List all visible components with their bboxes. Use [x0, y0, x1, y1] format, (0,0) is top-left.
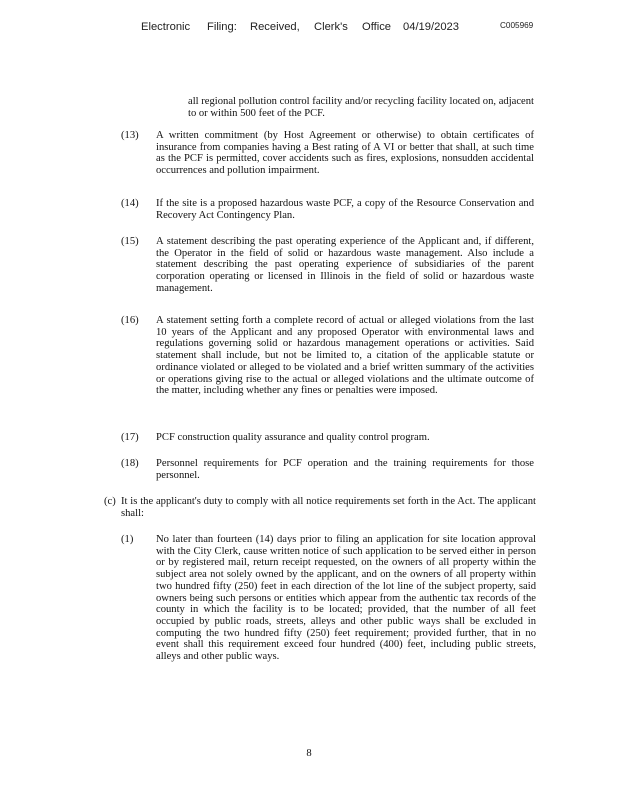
item-number: (13) — [121, 130, 139, 141]
section-label: (c) — [104, 496, 116, 507]
item-text: Personnel requirements for PCF operation and the training requirements for those personnel. — [156, 458, 534, 481]
item-number: (17) — [121, 432, 139, 443]
item-text: PCF construction quality assurance and quality control program. — [156, 432, 430, 443]
item-number: (14) — [121, 198, 139, 209]
item-number: (16) — [121, 315, 139, 326]
item-number: (15) — [121, 236, 139, 247]
section-text: It is the applicant's duty to comply with all notice requirements set forth in the Act. The applicant shall: — [121, 496, 536, 519]
filing-stamp-header — [0, 21, 618, 35]
header-word-filing: Filing: — [207, 21, 237, 33]
item-text: A written commitment (by Host Agreement or otherwise) to obtain certificates of insurance from companies having a Best rating of A VI or better that shall, at such time as the PCF is permitted, cover accidents such as fires, explosions, nonsudden accidental occurrences and pollution impairment. — [156, 130, 534, 177]
header-word-received: Received, — [250, 21, 300, 33]
sub-item-number: (1) — [121, 534, 134, 545]
item-text: If the site is a proposed hazardous waste PCF, a copy of the Resource Conservation and Recovery Act Contingency Plan. — [156, 198, 534, 221]
page-number: 8 — [306, 748, 312, 759]
item-text: A statement setting forth a complete record of actual or alleged violations from the last 10 years of the Applicant and any proposed Operator with environmental laws and regulations governing solid or hazardous management operations or activities. Said statement shall include, but not be limited to, a citation of the applicable statute or ordinance violated or alleged to be violated and a brief written summary of the activities or operations giving rise to the actual or alleged violations and the ultimate outcome of the matter, including whether any fines or penalties were imposed. — [156, 315, 534, 397]
continued-paragraph: all regional pollution control facility and/or recycling facility located on, adjacent to or within 500 feet of the PCF. — [188, 96, 534, 119]
header-word-clerks: Clerk's — [314, 21, 348, 33]
header-date: 04/19/2023 — [403, 21, 459, 33]
sub-item-text: No later than fourteen (14) days prior to filing an application for site location approval with the City Clerk, cause written notice of such application to be served either in person or by registered mail, return receipt requested, on the owners of all property within the subject area not solely owned by the applicant, and on the owners of all property within two hundred fifty (250) feet in each direction of the lot line of the subject property, said owners being such persons or entities which appear from the authentic tax records of the county in which the facility is to be located; provided, that the number of all feet occupied by public roads, streets, alleys and other public ways shall be excluded in computing the two hundred fifty (250) feet requirement; provided further, that in no event shall this requirement exceed four hundred (400) feet, including public streets, alleys and other public ways. — [156, 534, 536, 663]
header-word-electronic: Electronic — [141, 21, 191, 33]
item-number: (18) — [121, 458, 139, 469]
header-document-code: C005969 — [500, 21, 534, 30]
header-word-office: Office — [362, 21, 392, 33]
item-text: A statement describing the past operating experience of the Applicant and, if different, the Operator in the field of solid or hazardous waste management. Also include a statement describing the past operating experience of subsidiaries of the parent corporation operating or licensed in Illinois in the field of solid or hazardous waste management. — [156, 236, 534, 294]
